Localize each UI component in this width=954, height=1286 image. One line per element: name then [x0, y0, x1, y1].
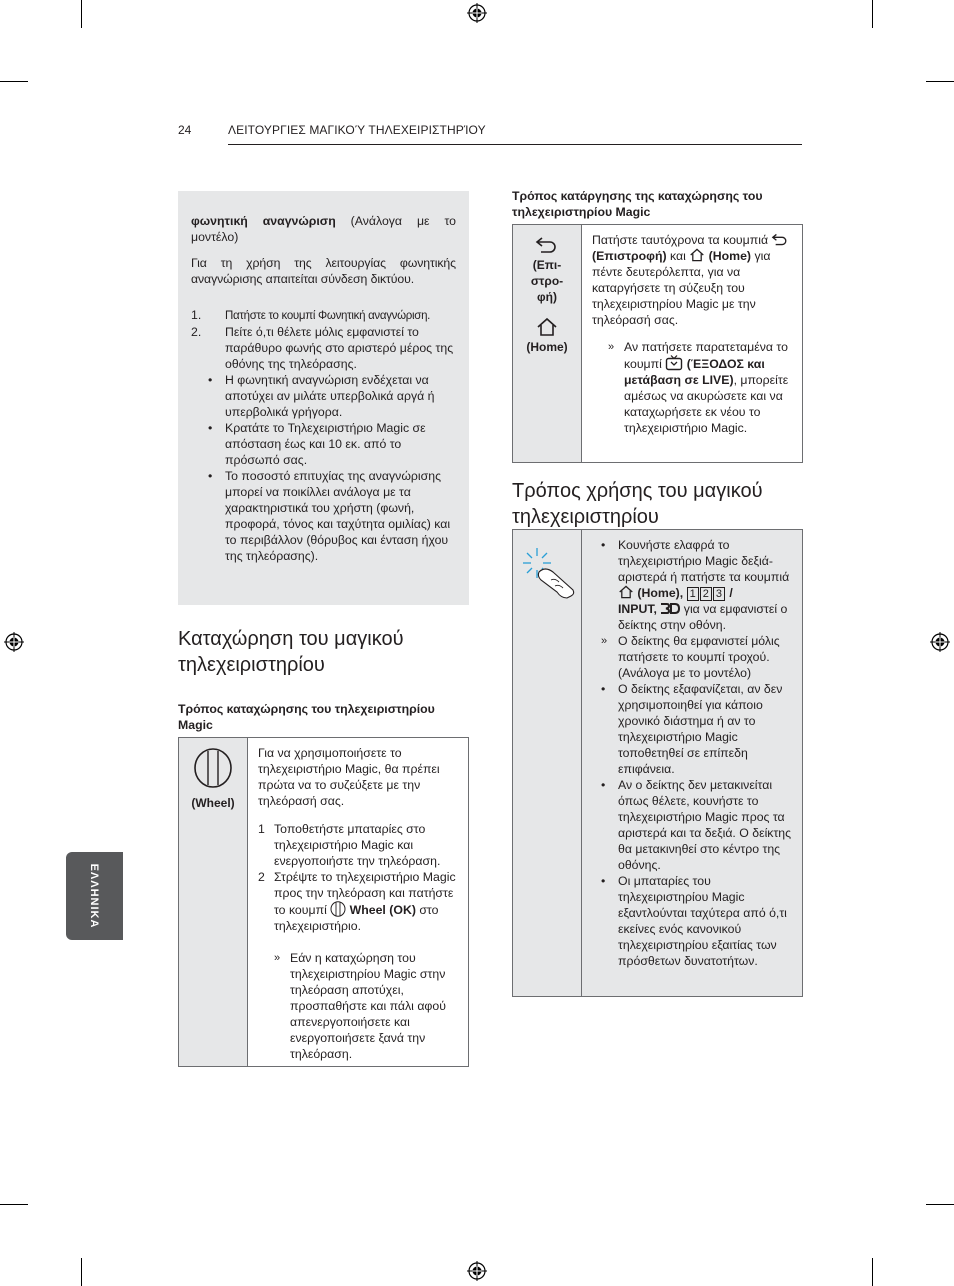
registration-mark-icon: [930, 632, 950, 652]
usage-table: [512, 529, 803, 997]
usage-bullet: • Αν ο δείκτης δεν μετακινείται όπως θέλετε, κουνήστε το τηλεχειριστήριο Magic προς τα αριστερά και τα δεξιά. Ο δείκτης θα μετακινηθεί στο κέντρο της οθόνης.: [601, 778, 792, 872]
unregister-icon-cell: [513, 225, 582, 463]
language-side-tab: [66, 852, 123, 940]
register-note-text: Εάν η καταχώρηση του τηλεχειριστηρίου Magic στην τηλεόραση αποτύχει, προσπαθήστε και πάλι αφού απενεργοποιήσετε και ενεργοποιήσετε ξανά την τηλεόραση.: [290, 951, 446, 1061]
page-header-title: ΛΕΙΤΟΥΡΓΙΕΣ ΜΑΓΙΚΟΎ ΤΗΛΕΧΕΙΡΙΣΤΗΡΊΟΥ: [228, 123, 486, 137]
voice-steps: [191, 307, 456, 564]
note-marker: »: [601, 635, 608, 647]
unregister-note: [592, 339, 792, 436]
unregister-table: [512, 224, 803, 463]
unregister-text-b: για πέντε δευτερόλεπτα, για να καταργήσετε τη σύζευξη του τηλεχειριστηρίου Magic με την τηλεόρασή σας.: [592, 249, 771, 327]
voice-step-number: 2.: [191, 325, 202, 339]
registration-mark-icon: [467, 3, 487, 23]
register-subheading: Τρόπος καταχώρησης του τηλεχειριστηρίου Magic: [178, 702, 435, 732]
register-table: [178, 737, 469, 1067]
registration-mark-icon: [467, 1261, 487, 1281]
home-icon: [536, 317, 558, 337]
back-icon: [771, 233, 789, 246]
number-key: 3: [713, 587, 725, 601]
wheel-icon: [193, 747, 233, 789]
crop-mark: [81, 0, 82, 28]
crop-mark: [926, 81, 954, 82]
unregister-subheading: Τρόπος κατάργησης της καταχώρησης του τηλεχειριστηρίου Magic: [512, 189, 763, 219]
exit-bold: (ΈΞΟΔΟΣ και μετάβαση σε LIVE): [624, 357, 765, 387]
crop-mark: [81, 1258, 82, 1286]
note-marker: »: [274, 952, 281, 964]
voice-step: [191, 307, 456, 324]
ok-bold: (OK): [389, 903, 416, 917]
language-side-tab-label: ΕΛΛΗΝΙΚΑ: [88, 863, 100, 929]
unregister-text-and: και: [666, 249, 690, 263]
usage-bullet: • Οι μπαταρίες του τηλεχειριστηρίου Magic εξαντλούνται ταχύτερα από ό,τι εκείνες ενός κανονικού τηλεχειριστηρίου εξαιτίας των πρόσθετων δυνατοτήτων.: [601, 874, 787, 968]
unregister-text-a: Πατήστε ταυτόχρονα τα κουμπιά: [592, 233, 772, 247]
usage-bullet-text: Οι μπαταρίες του τηλεχειριστηρίου Magic εξαντλούνται ταχύτερα από ό,τι εκείνες ενός κανονικού τηλεχειριστηρίου εξαιτίας των πρόσθετων δυνατοτήτων.: [618, 874, 787, 968]
crop-mark: [872, 0, 873, 28]
voice-bullet-text: Κρατάτε το Τηλεχειριστήριο Magic σε απόσταση έως και 10 εκ. από το πρόσωπό σας.: [225, 421, 426, 467]
3d-icon: [660, 602, 680, 615]
voice-bullet: • Το ποσοστό επιτυχίας της αναγνώρισης μπορεί να ποικίλλει ανάλογα με τα χαρακτηριστικά του χρήστη (φωνή, προφορά, τόνος και ταχύτητα ομιλίας) και το περιβάλλον (θόρυβος και ένταση ήχου της τηλεόρασης).: [208, 469, 451, 563]
home-bold: (Home): [708, 249, 752, 263]
back-label-line: φή): [537, 290, 557, 304]
slash-bold: /: [726, 586, 733, 600]
unregister-text: [592, 232, 792, 328]
voice-bullet-text: Η φωνητική αναγνώριση ενδέχεται να αποτύχει αν μιλάτε υπερβολικά αργά ή υπερβολικά γρήγορα.: [225, 373, 435, 419]
crop-mark: [926, 1204, 954, 1205]
back-label-line: στρο-: [530, 274, 564, 288]
home-bold: (Home),: [637, 586, 684, 600]
unregister-note-b: , μπορείτε αμέσως να ακυρώσετε και να καταχωρήσετε εκ νέου το τηλεχειριστήριο Magic.: [624, 373, 789, 435]
back-bold: (Επιστροφή): [592, 249, 667, 263]
usage-bullet-text: Κουνήστε ελαφρά το τηλεχειριστήριο Magic δεξιά-αριστερά ή πατήστε τα κουμπιά: [618, 538, 790, 584]
usage-bullet: • Κουνήστε ελαφρά το τηλεχειριστήριο Magic δεξιά-αριστερά ή πατήστε τα κουμπιά (Home), 1 2 3 / INPUT, για να εμφανιστεί ο δείκτης στην οθόνη.: [601, 538, 790, 632]
voice-bullet-text: Το ποσοστό επιτυχίας της αναγνώρισης μπορεί να ποικίλλει ανάλογα με τα χαρακτηριστικά του χρήστη (φωνή, προφορά, τόνος και ταχύτητα ομιλίας) και το περιβάλλον (θόρυβος και ένταση ήχου της τηλεόρασης).: [225, 469, 451, 563]
register-step: [258, 821, 458, 869]
unregister-text-cell: [582, 225, 803, 463]
usage-bullet-text: Αν ο δείκτης δεν μετακινείται όπως θέλετε, κουνήστε το τηλεχειριστήριο Magic προς τα αριστερά και τα δεξιά. Ο δείκτης θα μετακινηθεί στο κέντρο της οθόνης.: [618, 778, 792, 872]
usage-bullet-text-end: για να εμφανιστεί ο δείκτης στην οθόνη.: [618, 602, 788, 632]
note-marker: »: [608, 341, 615, 353]
voice-intro-text: Για τη χρήση της λειτουργίας φωνητικής αναγνώρισης απαιτείται σύνδεση δικτύου.: [191, 256, 456, 286]
header-rule: [228, 144, 802, 145]
wheel-label: (Wheel): [191, 796, 235, 810]
voice-intro: [191, 255, 456, 287]
home-icon: [689, 248, 705, 262]
usage-note-text: Ο δείκτης θα εμφανιστεί μόλις πατήσετε το κουμπί τροχού.(Ανάλογα με το μοντέλο): [618, 634, 780, 680]
wheel-icon: [330, 901, 346, 917]
usage-heading: Τρόπος χρήσης του μαγικού τηλεχειριστηρίου: [512, 480, 763, 528]
usage-icon-cell: [513, 530, 582, 997]
register-step-text: Στρέψτε το τηλεχειριστήριο Magic προς την τηλεόραση και πατήστε το κουμπί: [274, 870, 456, 917]
register-icon-cell: [179, 738, 248, 1067]
register-heading: Καταχώρηση του μαγικού τηλεχειριστηρίου: [178, 628, 404, 676]
voice-step-number: 1.: [191, 308, 202, 322]
usage-note: [592, 633, 792, 681]
usage-bullet-text: Ο δείκτης εξαφανίζεται, αν δεν χρησιμοποιηθεί για κάποιο χρονικό διάστημα ή αν το τηλεχειριστήριο Magic τοποθετηθεί σε επίπεδη επιφάνεια.: [618, 682, 783, 776]
voice-title-bold: φωνητική αναγνώριση: [191, 214, 336, 228]
usage-bullet: • Ο δείκτης εξαφανίζεται, αν δεν χρησιμοποιηθεί για κάποιο χρονικό διάστημα ή αν το τηλεχειριστήριο Magic τοποθετηθεί σε επίπεδη επιφάνεια.: [601, 682, 783, 776]
home-icon: [618, 585, 634, 599]
register-step: [258, 869, 458, 934]
usage-text-cell: [582, 530, 803, 997]
register-intro: Για να χρησιμοποιήσετε το τηλεχειριστήριο Magic, θα πρέπει πρώτα να το συζεύξετε με την τηλεόρασή σας.: [258, 746, 440, 808]
register-text-cell: [248, 738, 469, 1067]
voice-step-text: Πατήστε το κουμπί Φωνητική αναγνώριση.: [225, 310, 431, 322]
register-step-number: 2: [258, 870, 265, 884]
back-icon: [535, 236, 559, 254]
register-step-text-end: στο τηλεχειριστήριο.: [274, 903, 439, 933]
voice-step: [191, 324, 456, 372]
shake-remote-icon: [517, 544, 577, 600]
crop-mark: [872, 1258, 873, 1286]
register-step-number: 1: [258, 822, 265, 836]
crop-mark: [0, 1204, 28, 1205]
voice-bullet: • Η φωνητική αναγνώριση ενδέχεται να αποτύχει αν μιλάτε υπερβολικά αργά ή υπερβολικά γρήγορα.: [208, 373, 435, 419]
registration-mark-icon: [4, 632, 24, 652]
page-number: 24: [178, 123, 192, 137]
input-bold: INPUT,: [618, 602, 657, 616]
exit-live-icon: [665, 355, 683, 371]
voice-recognition-box: [178, 191, 469, 605]
register-note: [258, 950, 458, 1062]
home-label: (Home): [526, 340, 568, 354]
register-step-text: Τοποθετήστε μπαταρίες στο τηλεχειριστήριο Magic και ενεργοποιήστε την τηλεόραση.: [274, 822, 441, 868]
number-key: 1: [687, 587, 699, 601]
unregister-note-a: Αν πατήσετε παρατεταμένα το κουμπί: [624, 340, 788, 371]
wheel-bold: Wheel: [349, 903, 386, 917]
number-key: 2: [700, 587, 712, 601]
voice-step-text: Πείτε ό,τι θέλετε μόλις εμφανιστεί το παράθυρο φωνής στο αριστερό μέρος της οθόνης της τηλεόρασης.: [225, 325, 454, 371]
voice-bullet: • Κρατάτε το Τηλεχειριστήριο Magic σε απόσταση έως και 10 εκ. από το πρόσωπό σας.: [208, 421, 426, 467]
voice-title: [191, 213, 456, 245]
crop-mark: [0, 81, 28, 82]
voice-title-rest: (Ανάλογα με το μοντέλο): [191, 214, 456, 244]
back-label-line: (Επι-: [532, 258, 562, 272]
